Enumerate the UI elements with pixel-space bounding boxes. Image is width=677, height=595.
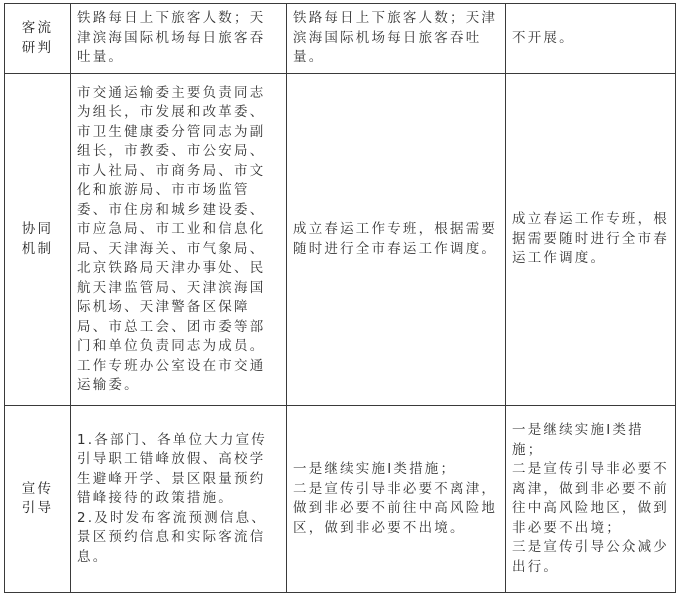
- table-row-passenger-flow: [5, 4, 676, 74]
- row-label-coordination: [5, 74, 71, 406]
- row-label-publicity: [5, 406, 71, 593]
- cell-publicity-col2: [71, 406, 287, 593]
- paragraph: 2.及时发布客流预测信息、景区预约信息和实际客流信息。: [77, 509, 267, 565]
- cell-passenger-flow-col3: 铁路每日上下旅客人数；天津滨海国际机场每日旅客吞吐量。: [287, 4, 506, 74]
- row-label-line: 协同: [21, 221, 54, 237]
- cell-passenger-flow-col4: 不开展。: [506, 4, 676, 74]
- paragraph: 一是继续实施I类措施；: [293, 461, 457, 477]
- row-label-line: 引导: [21, 500, 54, 516]
- row-label-line: 客流: [21, 20, 54, 36]
- paragraph: 一是继续实施I类措施；: [512, 422, 644, 458]
- cell-coordination-col4: 成立春运工作专班，根据需要随时进行全市春运工作调度。: [506, 74, 676, 406]
- paragraph: 1.各部门、各单位大力宣传引导职工错峰放假、高校学生避峰开学、景区限量预约错峰接待的政策措施。: [77, 431, 267, 507]
- table-row-coordination: [5, 74, 676, 406]
- cell-passenger-flow-col2: 铁路每日上下旅客人数；天津滨海国际机场每日旅客吞吐量。: [71, 4, 287, 74]
- policy-comparison-table: [4, 3, 676, 593]
- row-label-line: 宣传: [21, 480, 54, 497]
- paragraph: 二是宣传引导非必要不离津，做到非必要不前往中高风险地区，做到非必要不出境；: [512, 461, 669, 536]
- cell-publicity-col3: [287, 406, 506, 593]
- row-label-line: 研判: [21, 39, 54, 56]
- cell-coordination-col3: 成立春运工作专班，根据需要随时进行全市春运工作调度。: [287, 74, 506, 406]
- cell-publicity-col4: [506, 406, 676, 593]
- row-label-passenger-flow: [5, 4, 71, 74]
- row-label-line: 机制: [21, 240, 54, 257]
- table-row-publicity: [5, 406, 676, 593]
- paragraph: 三是宣传引导公众减少出行。: [512, 539, 669, 575]
- paragraph: 二是宣传引导非必要不离津，做到非必要不前往中高风险地区，做到非必要不出境。: [293, 480, 498, 536]
- cell-coordination-col2: 市交通运输委主要负责同志为组长，市发展和改革委、市卫生健康委分管同志为副组长，市教委、市公安局、市人社局、市商务局、市文化和旅游局、市市场监管委、市住房和城乡建设委、市应急局、市工业和信息化局、天津海关、市气象局、北京铁路局天津办事处、民航天津监管局、天津滨海国际机场、天津警备区保障局、市总工会、团市委等部门和单位负责同志为成员。工作专班办公室设在市交通运输委。: [71, 74, 287, 406]
